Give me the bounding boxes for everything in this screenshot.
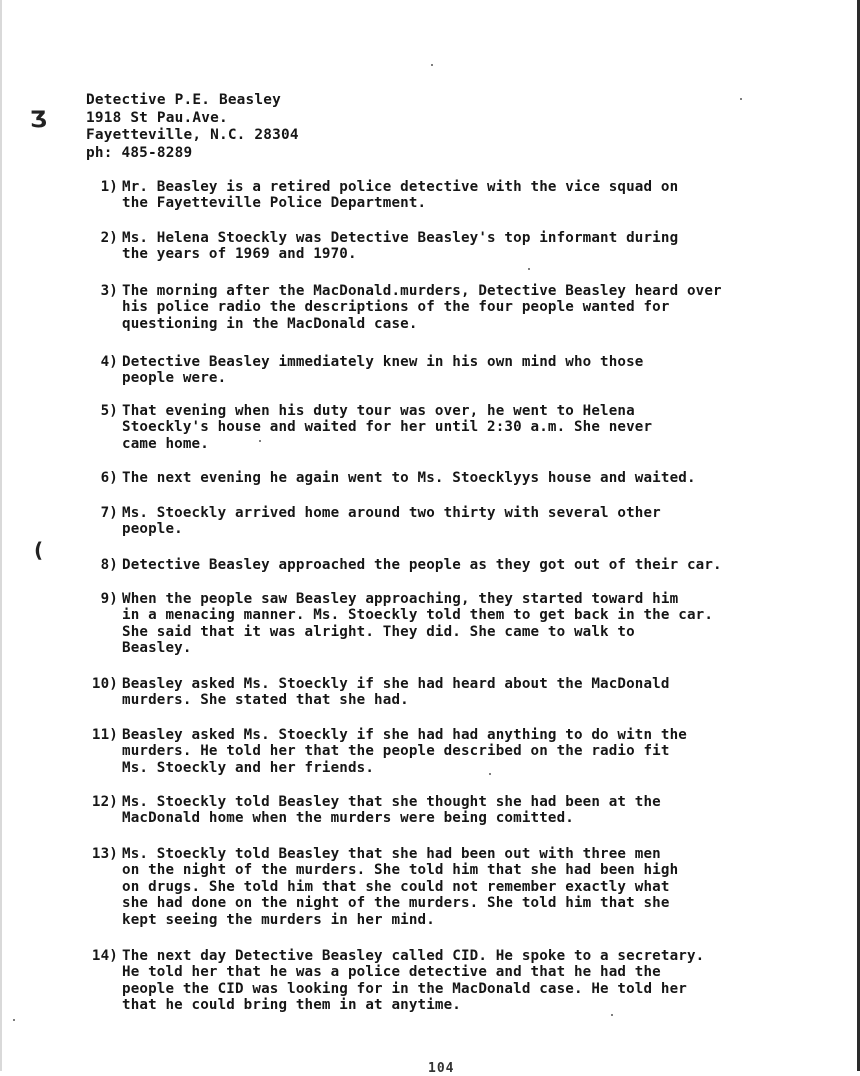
- item-number: 10): [91, 676, 118, 692]
- address-street: 1918 St Pau.Ave.: [86, 109, 228, 126]
- item-number: 5): [100, 403, 118, 419]
- address-name: Detective P.E. Beasley: [86, 92, 282, 108]
- scan-speck: [740, 98, 742, 100]
- page-number: 104: [428, 1061, 455, 1076]
- scan-speck: [259, 440, 261, 442]
- item-text: Detective Beasley immediately knew in his own mind who those people were.: [122, 354, 644, 387]
- item-text: When the people saw Beasley approaching, they started toward him in a menacing manner. Ms. Stoeckly told them to get back in the car. She said that it was alright. They did. She came to walk to Beasley.: [122, 591, 714, 657]
- margin-mark-middle: (: [34, 538, 44, 562]
- item-number: 12): [91, 794, 118, 810]
- address-block: [86, 92, 299, 162]
- item-number: 9): [100, 591, 118, 607]
- item-text: The morning after the MacDonald.murders, Detective Beasley heard over his police radio the descriptions of the four people wanted for questioning in the MacDonald case.: [122, 283, 722, 332]
- scan-edge-left: [0, 0, 2, 1071]
- item-text: Beasley asked Ms. Stoeckly if she had had anything to do witn the murders. He told her that the people described on the radio fit Ms. Stoeckly and her friends.: [122, 727, 687, 776]
- item-number: 13): [91, 846, 118, 862]
- item-text: The next evening he again went to Ms. Stoecklyys house and waited.: [122, 470, 696, 486]
- scan-speck: [611, 1014, 613, 1016]
- item-text: Detective Beasley approached the people as they got out of their car.: [122, 557, 722, 573]
- scan-speck: [431, 64, 433, 66]
- item-text: Ms. Stoeckly told Beasley that she thought she had been at the MacDonald home when the murders were being comitted.: [122, 794, 661, 827]
- item-text: Beasley asked Ms. Stoeckly if she had heard about the MacDonald murders. She stated that she had.: [122, 676, 670, 709]
- item-number: 6): [100, 470, 118, 486]
- item-text: That evening when his duty tour was over, he went to Helena Stoeckly's house and waited for her until 2:30 a.m. She never came home.: [122, 403, 653, 452]
- item-number: 2): [100, 230, 118, 246]
- item-number: 8): [100, 557, 118, 573]
- address-phone: ph: 485-8289: [86, 144, 193, 161]
- item-text: Ms. Stoeckly told Beasley that she had been out with three men on the night of the murders. She told him that she had been high on drugs. She told him that she could not remember exactly what she had done on the night of the murders. She told him that she kept seeing the murders in her mind.: [122, 846, 679, 928]
- item-text: Ms. Helena Stoeckly was Detective Beasley's top informant during the years of 1969 and 1970.: [122, 230, 679, 263]
- item-text: Ms. Stoeckly arrived home around two thirty with several other people.: [122, 505, 661, 538]
- scan-speck: [489, 773, 491, 775]
- margin-mark-top: Ʒ: [30, 108, 47, 133]
- item-number: 3): [100, 283, 118, 299]
- item-number: 11): [91, 727, 118, 743]
- item-number: 4): [100, 354, 118, 370]
- item-number: 1): [100, 179, 118, 195]
- item-number: 14): [91, 948, 118, 964]
- scan-speck: [13, 1019, 15, 1021]
- item-text: Mr. Beasley is a retired police detective with the vice squad on the Fayetteville Police Department.: [122, 179, 679, 212]
- scan-speck: [528, 268, 530, 270]
- item-number: 7): [100, 505, 118, 521]
- item-text: The next day Detective Beasley called CID. He spoke to a secretary. He told her that he was a police detective and that he had the people the CID was looking for in the MacDonald case. He told her that he could bring them in at anytime.: [122, 948, 705, 1014]
- address-city: Fayetteville, N.C. 28304: [86, 127, 299, 143]
